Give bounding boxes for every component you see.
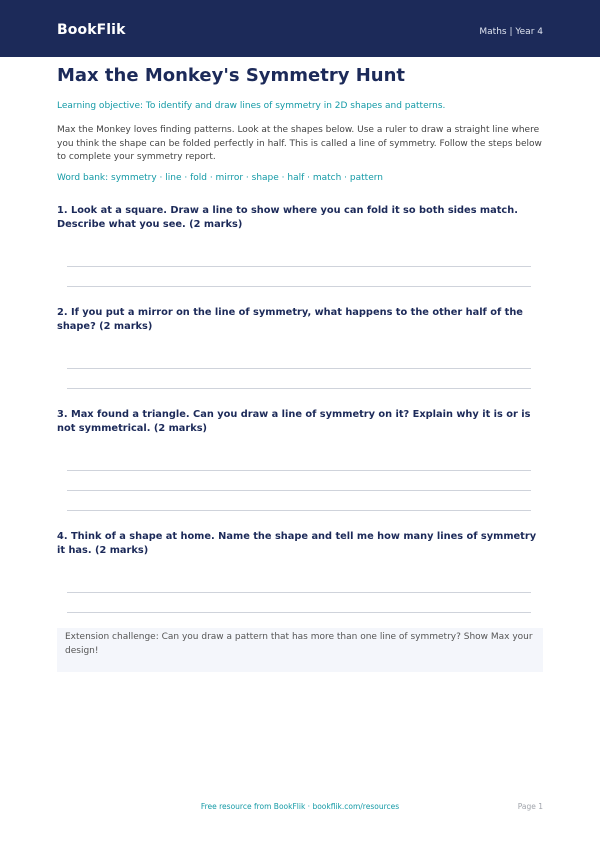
answer-line[interactable] [67,286,531,287]
brand-logo: BookFlik [57,22,126,38]
answer-line[interactable] [67,470,531,471]
word-bank: Word bank: symmetry · line · fold · mirror · shape · half · match · pattern [57,173,383,183]
extension-challenge-box [57,628,543,672]
question-4: 4. Think of a shape at home. Name the shape and tell me how many lines of symmetry it has. (2 marks) [57,531,537,556]
answer-line[interactable] [67,368,531,369]
answer-line[interactable] [67,388,531,389]
question-1: 1. Look at a square. Draw a line to show where you can fold it so both sides match. Describe what you see. (2 marks) [57,205,518,230]
page-header [0,0,600,57]
question-3: 3. Max found a triangle. Can you draw a line of symmetry on it? Explain why it is or is not symmetrical. (2 marks) [57,409,531,434]
answer-line[interactable] [67,266,531,267]
answer-line[interactable] [67,592,531,593]
extension-challenge-text: Extension challenge: Can you draw a pattern that has more than one line of symmetry? Show Max your design! [65,632,533,656]
footer-credit: Free resource from BookFlik · bookflik.com/resources [200,802,400,811]
learning-objective: Learning objective: To identify and draw lines of symmetry in 2D shapes and patterns. [57,101,446,111]
answer-line[interactable] [67,510,531,511]
subject-year-label: Maths | Year 4 [479,27,543,37]
question-2: 2. If you put a mirror on the line of symmetry, what happens to the other half of the shape? (2 marks) [57,307,523,332]
answer-line[interactable] [67,490,531,491]
worksheet-title: Max the Monkey's Symmetry Hunt [57,65,406,86]
answer-line[interactable] [67,612,531,613]
intro-paragraph: Max the Monkey loves finding patterns. Look at the shapes below. Use a ruler to draw a straight line where you think the shape can be folded perfectly in half. This is called a line of symmetry. Follow the steps below to complete your symmetry report. [57,125,542,162]
page-number: Page 1 [517,802,543,811]
